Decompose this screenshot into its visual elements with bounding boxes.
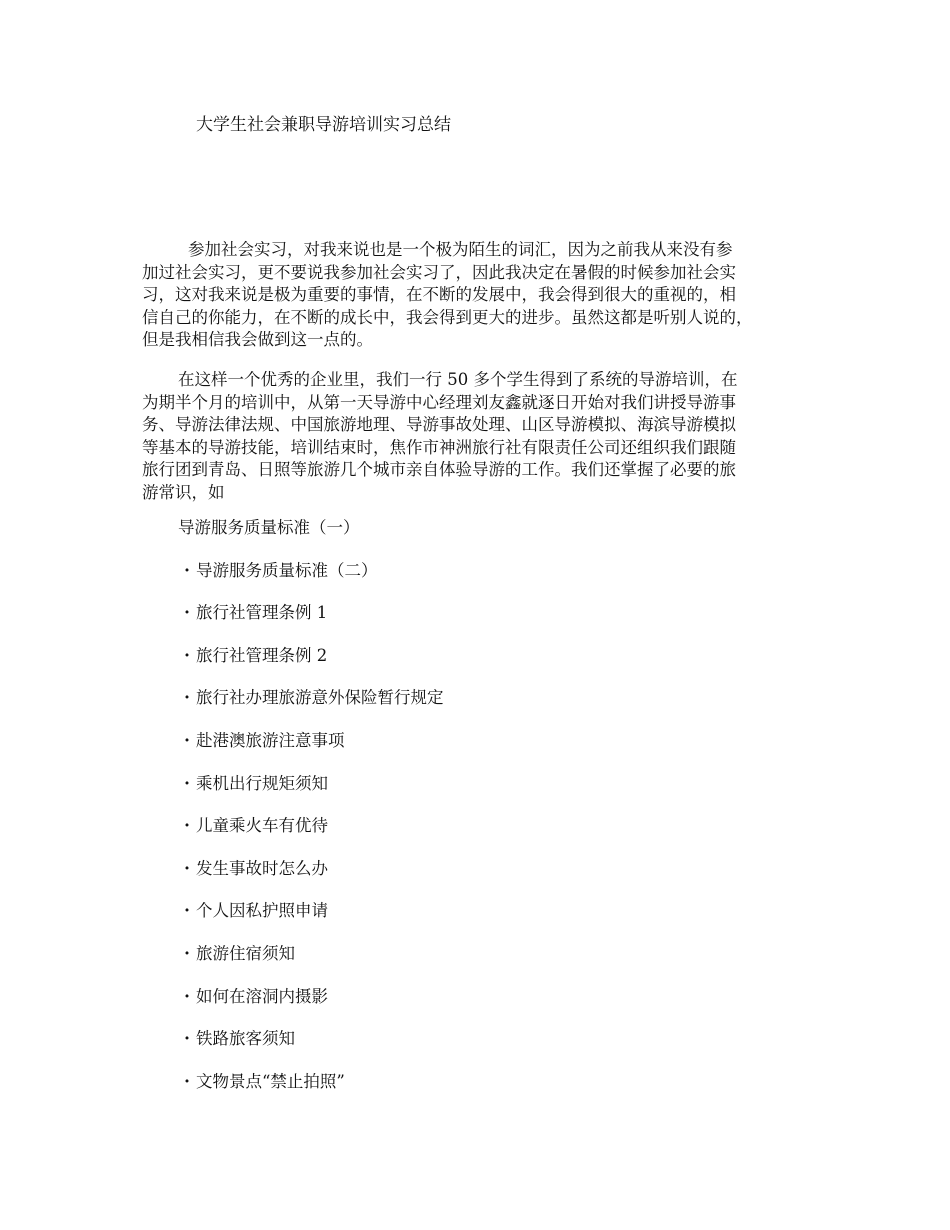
- paragraph-line: 为期半个月的培训中，从第一天导游中心经理刘友鑫就逐日开始对我们讲授导游事: [142, 392, 736, 412]
- list-item: [178, 814, 444, 857]
- paragraph-line: 参加社会实习，对我来说也是一个极为陌生的词汇，因为之前我从来没有参: [188, 240, 733, 259]
- list-item: [178, 1070, 444, 1113]
- paragraph-line: 游常识，如: [142, 482, 225, 502]
- paragraph-line: 务、导游法律法规、中国旅游地理、导游事故处理、山区导游模拟、海滨导游模拟: [142, 415, 736, 434]
- list-item-label: 导游服务质量标准（二）: [196, 560, 378, 580]
- list-item: [178, 729, 444, 772]
- document-title: 大学生社会兼职导游培训实习总结: [196, 115, 451, 135]
- list-item-label: 如何在溶洞内摄影: [196, 986, 328, 1006]
- list-item-label: 儿童乘火车有优待: [196, 816, 328, 836]
- list-item-label: 旅行社管理条例 1: [196, 603, 328, 623]
- paragraph-line: 加过社会实习，更不要说我参加社会实习了，因此我决定在暑假的时候参加社会实: [142, 262, 736, 282]
- paragraph-line: 旅行团到青岛、日照等旅游几个城市亲自体验导游的工作。我们还掌握了必要的旅: [142, 460, 736, 479]
- list-item: [178, 559, 444, 602]
- paragraph-line: 习，这对我来说是极为重要的事情，在不断的发展中，我会得到很大的重视的，相: [142, 285, 736, 304]
- list-item: [178, 857, 444, 900]
- list-item: [178, 1027, 444, 1070]
- list-item: [178, 772, 444, 815]
- list-item-label: 赴港澳旅游注意事项: [196, 730, 345, 750]
- list-item: [178, 644, 444, 687]
- list-item: [178, 942, 444, 985]
- list-item-label: 发生事故时怎么办: [196, 858, 328, 878]
- list-item: [178, 601, 444, 644]
- paragraph-line: 等基本的导游技能，培训结束时，焦作市神洲旅行社有限责任公司还组织我们跟随: [142, 437, 736, 457]
- list-item-label: 旅行社办理旅游意外保险暂行规定: [196, 688, 444, 708]
- paragraph-line: 在这样一个优秀的企业里，我们一行 50 多个学生得到了系统的导游培训，在: [178, 370, 738, 389]
- list-item-label: 旅行社管理条例 2: [196, 645, 328, 665]
- paragraph-intro: [142, 239, 822, 352]
- list-item: [178, 899, 444, 942]
- list-item-label: 铁路旅客须知: [196, 1029, 295, 1049]
- list-item-label: 文物景点“禁止拍照”: [196, 1071, 345, 1091]
- paragraph-training: [142, 369, 822, 504]
- list-item: [178, 985, 444, 1028]
- list-item: 导游服务质量标准（一）: [178, 518, 360, 537]
- paragraph-line: 信自己的你能力，在不断的成长中，我会得到更大的进步。虽然这都是听别人说的，: [142, 307, 753, 327]
- paragraph-line: 但是我相信我会做到这一点的。: [142, 330, 373, 349]
- list-item: [178, 686, 444, 729]
- list-item-label: 旅游住宿须知: [196, 943, 295, 963]
- list-item-label: 个人因私护照申请: [196, 901, 328, 921]
- tourism-knowledge-list: [178, 516, 444, 1112]
- list-item-label: 乘机出行规矩须知: [196, 773, 328, 793]
